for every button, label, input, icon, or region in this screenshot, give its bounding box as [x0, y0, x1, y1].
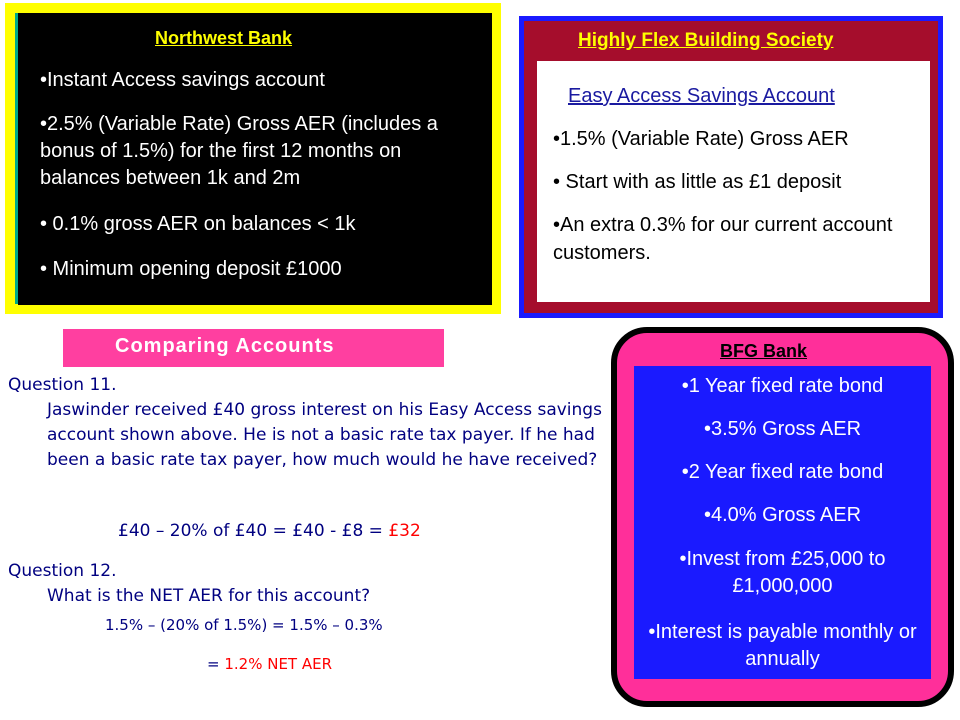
- question-12-text: What is the NET AER for this account?: [47, 586, 371, 606]
- highly-flex-item-1: •1.5% (Variable Rate) Gross AER: [553, 128, 849, 150]
- bfg-item-5: •Invest from £25,000 to £1,000,000: [679, 548, 886, 597]
- question-11-answer: [118, 521, 421, 541]
- bfg-item-6: •Interest is payable monthly or annually: [648, 621, 917, 670]
- northwest-bank-title: Northwest Bank: [155, 28, 293, 48]
- question-12-answer-prefix: =: [207, 655, 225, 673]
- bfg-item-3: •2 Year fixed rate bond: [681, 461, 884, 483]
- bfg-item-2: •3.5% Gross AER: [703, 418, 862, 440]
- comparing-accounts-title: Comparing Accounts: [115, 335, 335, 357]
- bfg-item-4: •4.0% Gross AER: [703, 504, 862, 526]
- northwest-item-2: •2.5% (Variable Rate) Gross AER (includes a bonus of 1.5%) for the first 12 months on balances between 1k and 2m: [40, 113, 438, 189]
- question-11-result: £32: [388, 521, 421, 541]
- question-11-working: £40 – 20% of £40 = £40 - £8 =: [118, 521, 389, 541]
- question-12-answer: [207, 655, 332, 673]
- northwest-item-1: •Instant Access savings account: [40, 69, 325, 91]
- bfg-item-1: •1 Year fixed rate bond: [681, 375, 884, 397]
- northwest-item-4: • Minimum opening deposit £1000: [40, 258, 342, 280]
- highly-flex-item-3: •An extra 0.3% for our current account customers.: [553, 214, 893, 264]
- bfg-bank-title: BFG Bank: [720, 341, 808, 361]
- question-12-working: 1.5% – (20% of 1.5%) = 1.5% – 0.3%: [105, 616, 383, 634]
- question-11-text: Jaswinder received £40 gross interest on his Easy Access savings account shown above. He is not a basic rate tax payer. If he had been a basic rate tax payer, how much would he have received?: [47, 400, 602, 470]
- question-11-label: Question 11.: [8, 375, 117, 395]
- highly-flex-item-2: • Start with as little as £1 deposit: [553, 171, 842, 193]
- question-12-label: Question 12.: [8, 561, 117, 581]
- highly-flex-subtitle: Easy Access Savings Account: [568, 85, 835, 107]
- northwest-item-3: • 0.1% gross AER on balances < 1k: [40, 213, 356, 235]
- highly-flex-title: Highly Flex Building Society: [578, 30, 834, 51]
- question-12-result: 1.2% NET AER: [224, 655, 333, 673]
